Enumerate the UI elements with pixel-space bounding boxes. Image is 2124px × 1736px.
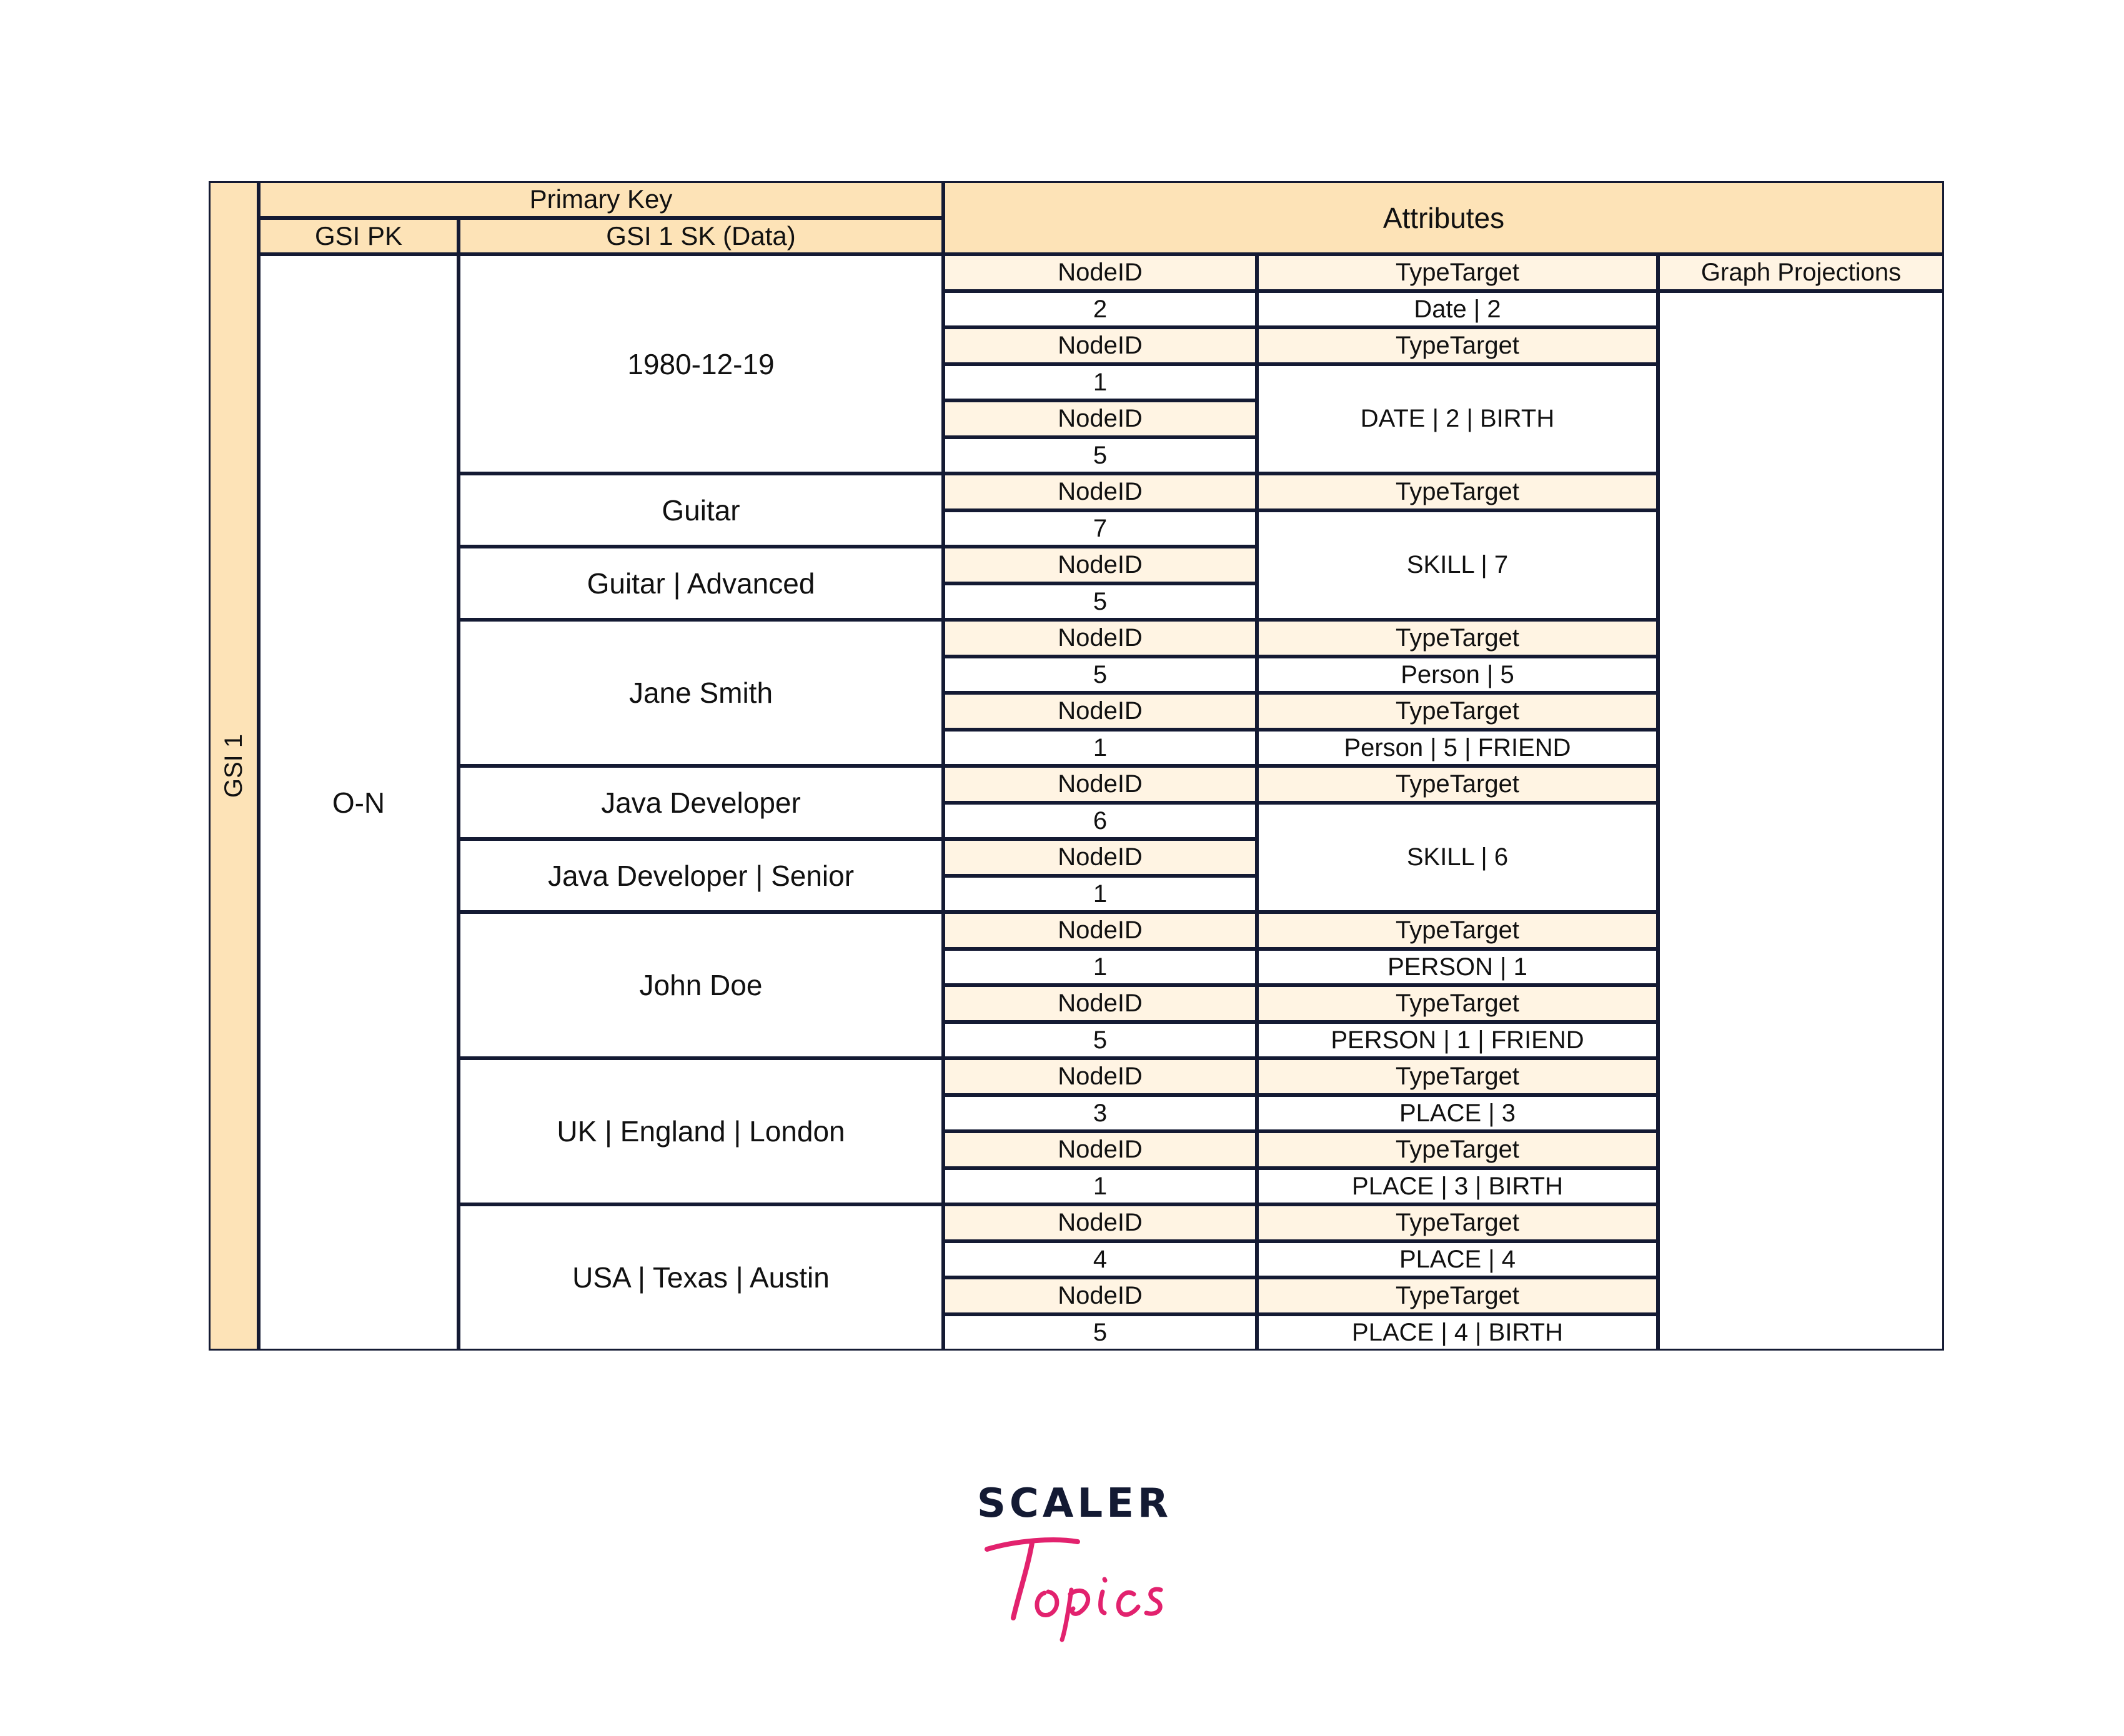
type-target-header: TypeTarget	[1257, 1058, 1658, 1095]
gsi-group-label-text: GSI 1	[220, 733, 248, 798]
type-target-value: PLACE | 4	[1257, 1241, 1658, 1278]
type-target-header: TypeTarget	[1257, 620, 1658, 657]
sk-value: Java Developer | Senior	[459, 839, 943, 912]
type-target-value: Person | 5 | FRIEND	[1257, 730, 1658, 766]
type-target-value: SKILL | 7	[1257, 510, 1658, 620]
type-target-header: TypeTarget	[1257, 766, 1658, 803]
type-target-value: PERSON | 1 | FRIEND	[1257, 1022, 1658, 1059]
node-id-header: NodeID	[943, 400, 1257, 437]
node-id-header: NodeID	[943, 1204, 1257, 1241]
type-target-header: TypeTarget	[1257, 327, 1658, 364]
type-target-header: TypeTarget	[1257, 985, 1658, 1022]
sk-value: Jane Smith	[459, 620, 943, 766]
node-id-header: NodeID	[943, 693, 1257, 730]
type-target-value: Date | 2	[1257, 291, 1658, 328]
type-target-header: TypeTarget	[1257, 1277, 1658, 1314]
node-id-value: 1	[943, 949, 1257, 986]
sk-value: Guitar | Advanced	[459, 547, 943, 620]
node-id-header: NodeID	[943, 766, 1257, 803]
type-target-header: TypeTarget	[1257, 474, 1658, 510]
node-id-value: 1	[943, 730, 1257, 766]
type-target-value: PLACE | 4 | BIRTH	[1257, 1314, 1658, 1351]
type-target-value: Person | 5	[1257, 657, 1658, 693]
node-id-header: NodeID	[943, 985, 1257, 1022]
node-id-value: 2	[943, 291, 1257, 328]
scaler-topics-logo	[975, 1481, 1174, 1643]
sk-value: USA | Texas | Austin	[459, 1204, 943, 1351]
node-id-header: NodeID	[943, 620, 1257, 657]
type-target-header: TypeTarget	[1257, 693, 1658, 730]
node-id-header: NodeID	[943, 547, 1257, 583]
sk-value: UK | England | London	[459, 1058, 943, 1204]
graph-projections-body	[1658, 291, 1944, 1351]
type-target-value: PERSON | 1	[1257, 949, 1658, 986]
node-id-value: 7	[943, 510, 1257, 547]
type-target-header: TypeTarget	[1257, 1204, 1658, 1241]
gsi-pk-value: O-N	[259, 254, 459, 1351]
type-target-value: PLACE | 3 | BIRTH	[1257, 1168, 1658, 1205]
node-id-value: 1	[943, 1168, 1257, 1205]
logo-brand-text: SCALER	[976, 1481, 1173, 1527]
gsi-pk-header: GSI PK	[259, 218, 459, 255]
type-target-header: TypeTarget	[1257, 1131, 1658, 1168]
node-id-value: 1	[943, 364, 1257, 401]
node-id-value: 6	[943, 803, 1257, 840]
node-id-value: 5	[943, 657, 1257, 693]
node-id-header: NodeID	[943, 912, 1257, 949]
logo-topics-script	[975, 1524, 1174, 1643]
node-id-header: NodeID	[943, 1058, 1257, 1095]
type-target-header: TypeTarget	[1257, 254, 1658, 291]
sk-value: Guitar	[459, 474, 943, 547]
type-target-value: DATE | 2 | BIRTH	[1257, 364, 1658, 474]
sk-value: Java Developer	[459, 766, 943, 839]
node-id-value: 5	[943, 1314, 1257, 1351]
gsi-sk-header: GSI 1 SK (Data)	[459, 218, 943, 255]
node-id-value: 5	[943, 1022, 1257, 1059]
type-target-value: PLACE | 3	[1257, 1095, 1658, 1132]
node-id-value: 3	[943, 1095, 1257, 1132]
node-id-header: NodeID	[943, 254, 1257, 291]
gsi-group-label	[209, 181, 259, 1351]
primary-key-header: Primary Key	[259, 181, 943, 218]
node-id-header: NodeID	[943, 1277, 1257, 1314]
node-id-header: NodeID	[943, 474, 1257, 510]
node-id-header: NodeID	[943, 1131, 1257, 1168]
node-id-header: NodeID	[943, 327, 1257, 364]
type-target-header: TypeTarget	[1257, 912, 1658, 949]
node-id-value: 5	[943, 583, 1257, 620]
node-id-header: NodeID	[943, 839, 1257, 876]
sk-value: 1980-12-19	[459, 254, 943, 474]
node-id-value: 1	[943, 876, 1257, 913]
node-id-value: 4	[943, 1241, 1257, 1278]
attributes-header: Attributes	[943, 181, 1944, 254]
type-target-value: SKILL | 6	[1257, 803, 1658, 913]
graph-projections-header: Graph Projections	[1658, 254, 1944, 291]
node-id-value: 5	[943, 437, 1257, 474]
sk-value: John Doe	[459, 912, 943, 1058]
